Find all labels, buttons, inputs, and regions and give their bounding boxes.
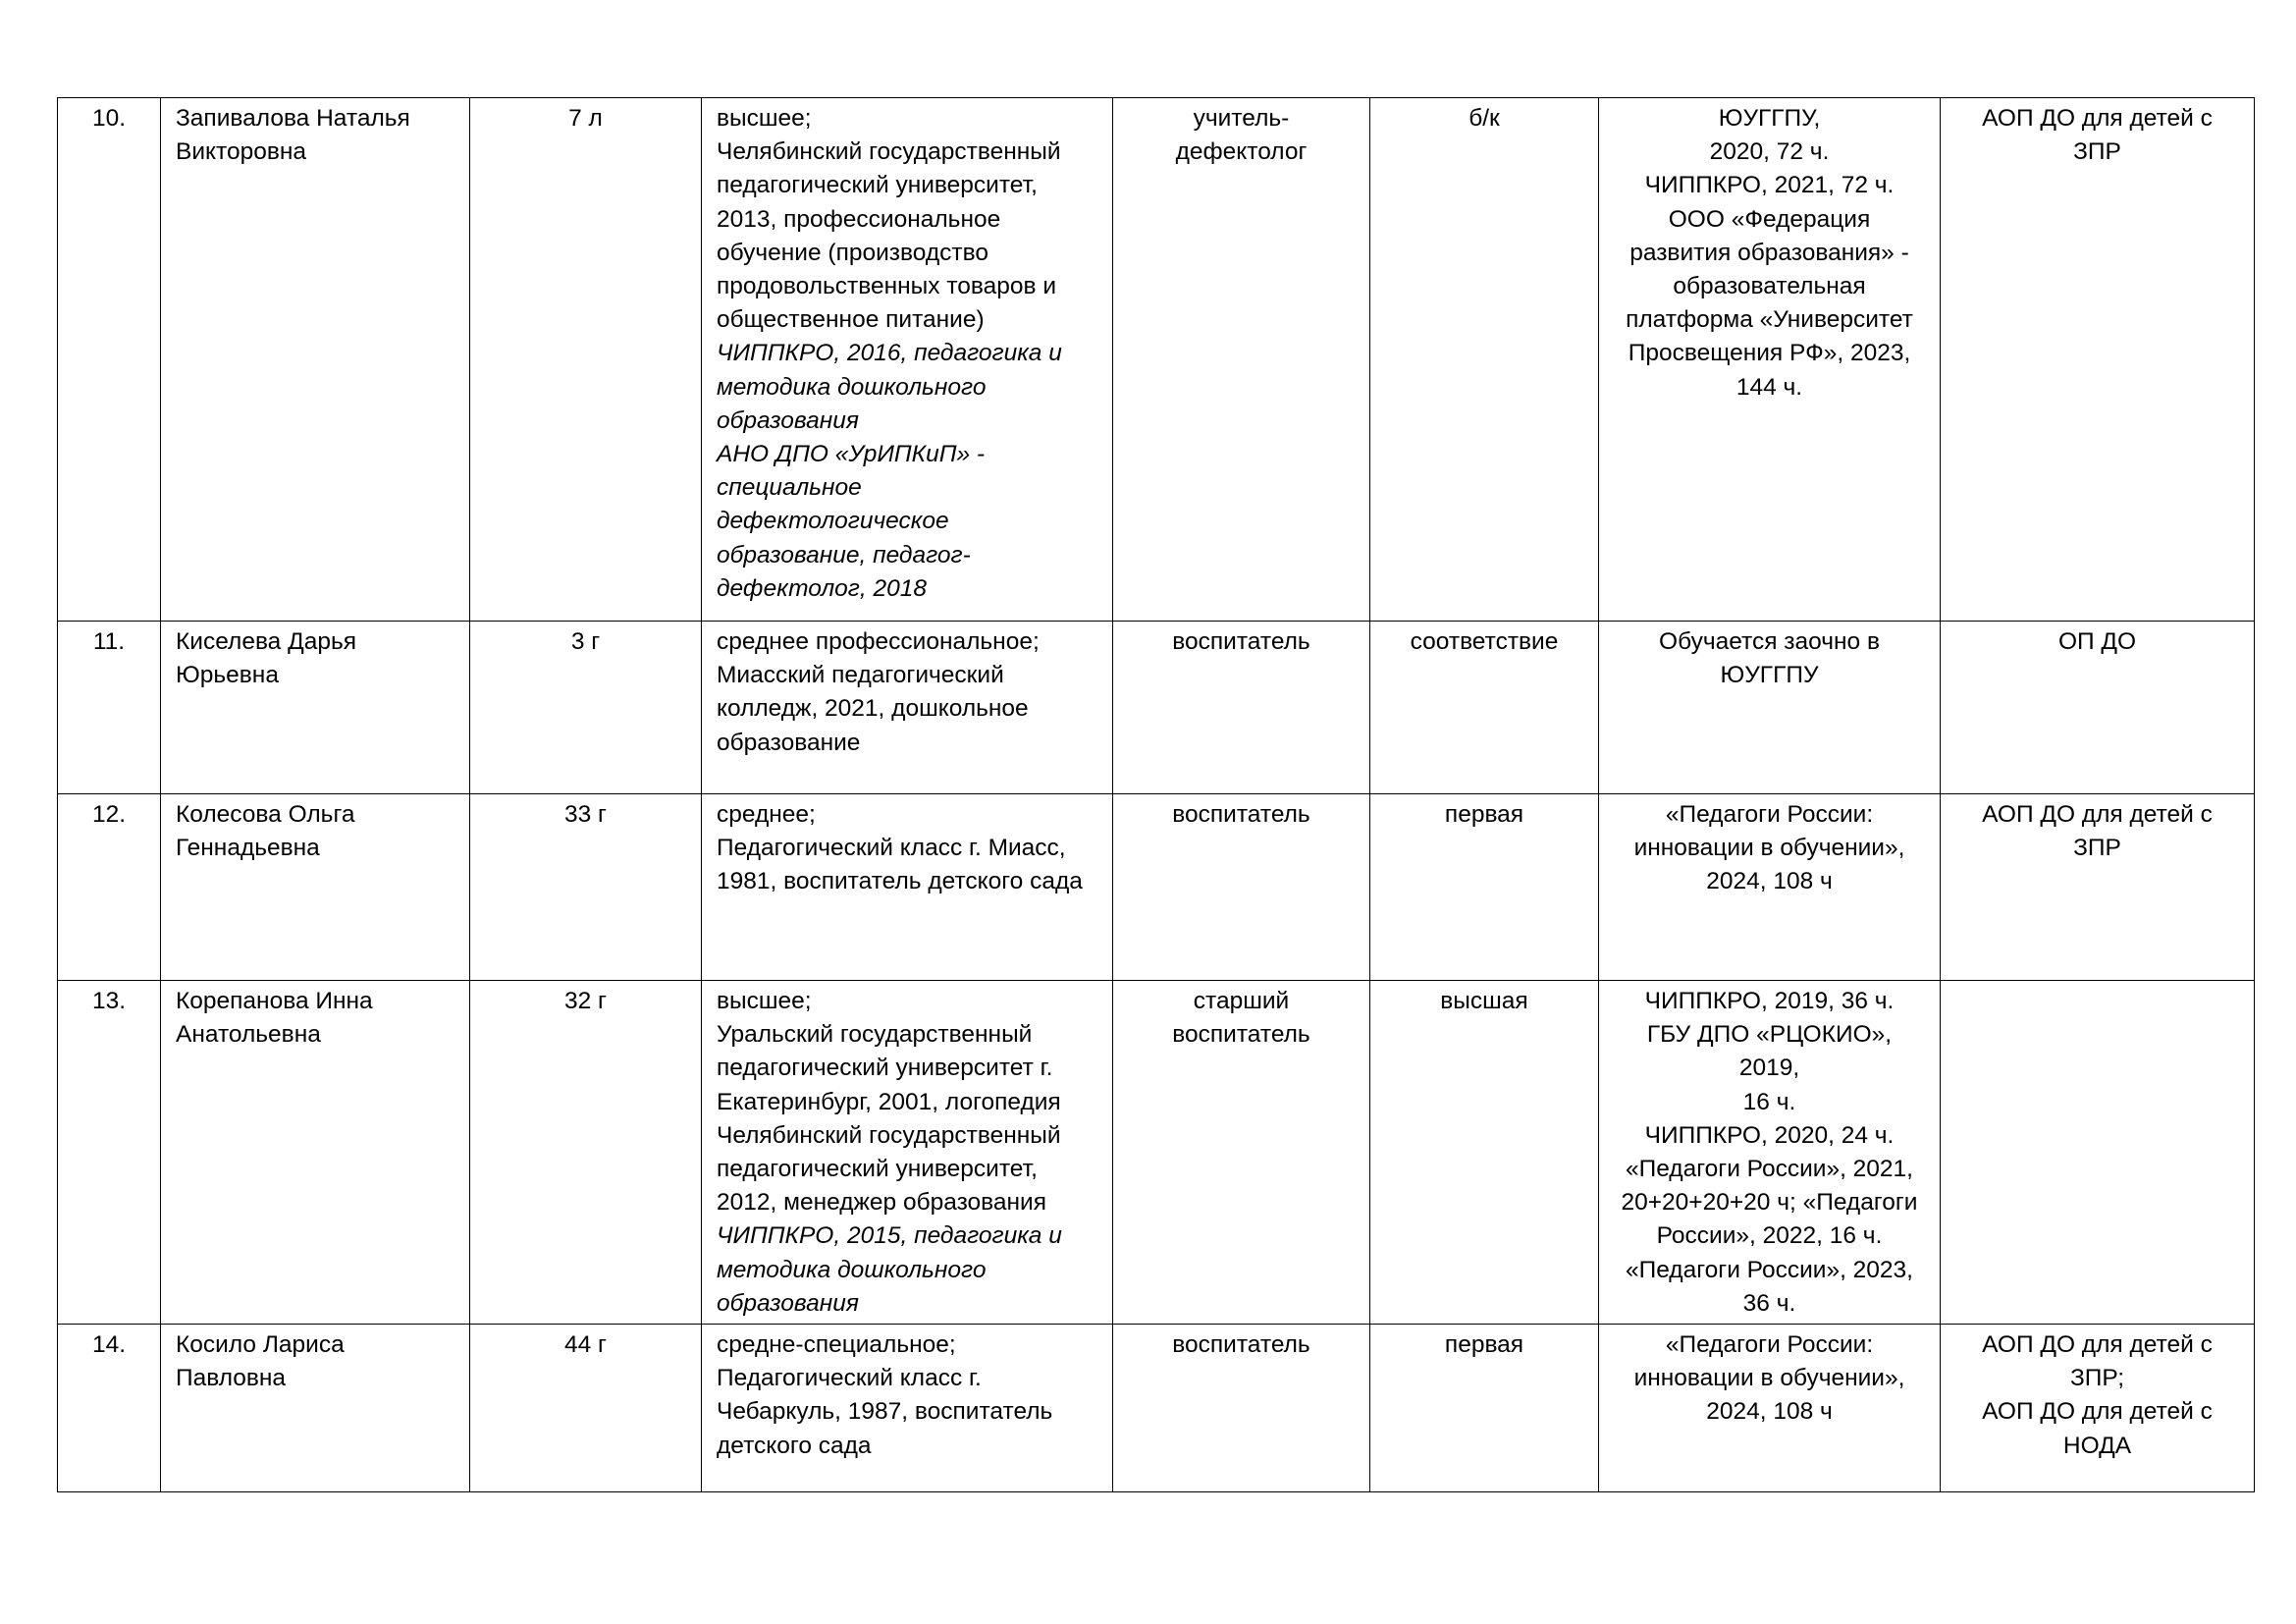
- full-name-cell: [161, 98, 470, 622]
- courses-line: 36 ч.: [1742, 1289, 1796, 1317]
- program-cell: [1941, 981, 2255, 1325]
- education-line: 2013, профессиональное: [717, 205, 1001, 233]
- courses-cell: [1599, 794, 1941, 981]
- courses-line: ЧИППКРО, 2021, 72 ч.: [1644, 172, 1895, 199]
- position-cell: [1113, 1325, 1370, 1492]
- full-name-line: Юрьевна: [176, 662, 279, 689]
- full-name-line: Викторовна: [176, 138, 307, 166]
- table-row: [58, 98, 2255, 622]
- program-line: ОП ДО: [2057, 628, 2137, 655]
- education-line: образования: [717, 1289, 859, 1317]
- table-row: [58, 622, 2255, 794]
- row-number-cell: 10.: [58, 98, 161, 622]
- courses-line: 20+20+20+20 ч; «Педагоги: [1621, 1189, 1918, 1217]
- courses-line: ООО «Федерация: [1668, 205, 1871, 233]
- experience-cell: 3 г: [470, 622, 702, 794]
- education-line: Челябинский государственный: [717, 1121, 1061, 1149]
- program-cell: [1941, 622, 2255, 794]
- table-row: [58, 981, 2255, 1325]
- full-name-line: Геннадьевна: [176, 835, 320, 862]
- position-line: старший: [1193, 988, 1290, 1014]
- education-cell: [702, 981, 1113, 1325]
- experience-cell: 33 г: [470, 794, 702, 981]
- full-name-line: Корепанова Инна: [176, 988, 373, 1014]
- courses-line: 144 ч.: [1735, 373, 1803, 401]
- document-page: [57, 97, 2254, 1492]
- education-line: продовольственных товаров и: [717, 273, 1057, 300]
- education-line: детского сада: [717, 1432, 872, 1459]
- courses-line: ЧИППКРО, 2020, 24 ч.: [1644, 1121, 1895, 1149]
- education-line: обучение (производство: [717, 239, 988, 266]
- program-line: АОП ДО для детей с: [1982, 1398, 2213, 1426]
- education-line: Челябинский государственный: [717, 138, 1061, 166]
- education-line: высшее;: [717, 105, 812, 132]
- courses-line: ЮУГГПУ: [1720, 662, 1819, 689]
- courses-line: 2024, 108 ч: [1706, 868, 1833, 895]
- education-line: общественное питание): [717, 306, 985, 334]
- program-line: АОП ДО для детей с: [1982, 801, 2213, 828]
- education-line: методика дошкольного: [717, 373, 987, 401]
- courses-line: «Педагоги России:: [1665, 1331, 1874, 1358]
- education-line: методика дошкольного: [717, 1256, 987, 1283]
- position-cell: [1113, 981, 1370, 1325]
- education-line: Чебаркуль, 1987, воспитатель: [717, 1398, 1053, 1426]
- category-cell: первая: [1370, 1325, 1599, 1492]
- position-line: дефектолог: [1175, 138, 1308, 166]
- row-number-cell: 11.: [58, 622, 161, 794]
- position-line: воспитатель: [1172, 1021, 1310, 1049]
- category-cell: соответствие: [1370, 622, 1599, 794]
- education-line: образование: [717, 729, 861, 756]
- full-name-line: Анатольевна: [176, 1021, 321, 1049]
- full-name-cell: [161, 622, 470, 794]
- position-line: воспитатель: [1172, 801, 1310, 828]
- education-line: Екатеринбург, 2001, логопедия: [717, 1088, 1061, 1115]
- position-cell: [1113, 98, 1370, 622]
- education-line: образование, педагог-: [717, 541, 971, 568]
- courses-cell: [1599, 622, 1941, 794]
- education-line: 2012, менеджер образования: [717, 1189, 1047, 1217]
- courses-line: 16 ч.: [1742, 1088, 1796, 1115]
- education-line: образования: [717, 406, 859, 434]
- education-cell: [702, 1325, 1113, 1492]
- courses-cell: [1599, 1325, 1941, 1492]
- education-line: педагогический университет,: [717, 1156, 1038, 1183]
- education-line: дефектологическое: [717, 508, 949, 535]
- full-name-line: Павловна: [176, 1365, 287, 1392]
- program-cell: [1941, 1325, 2255, 1492]
- courses-line: Обучается заочно в: [1659, 628, 1880, 655]
- staff-table-body: [58, 98, 2255, 1492]
- full-name-cell: [161, 794, 470, 981]
- row-number-cell: 13.: [58, 981, 161, 1325]
- courses-line: ГБУ ДПО «РЦОКИО», 2019,: [1646, 1021, 1893, 1082]
- category-cell: первая: [1370, 794, 1599, 981]
- position-line: учитель-: [1193, 105, 1290, 132]
- courses-line: развития образования» -: [1629, 239, 1909, 266]
- education-line: ЧИППКРО, 2016, педагогика и: [717, 340, 1062, 367]
- program-line: НОДА: [2062, 1432, 2132, 1459]
- education-line: Уральский государственный: [717, 1021, 1033, 1049]
- education-line: Миасский педагогический: [717, 662, 1004, 689]
- courses-cell: [1599, 981, 1941, 1325]
- position-line: воспитатель: [1172, 1331, 1310, 1358]
- staff-table: [57, 97, 2255, 1492]
- courses-line: «Педагоги России:: [1665, 801, 1874, 828]
- courses-line: Просвещения РФ», 2023,: [1628, 340, 1911, 367]
- program-line: ЗПР;: [2069, 1365, 2125, 1392]
- program-line: ЗПР: [2073, 138, 2121, 166]
- full-name-cell: [161, 981, 470, 1325]
- experience-cell: 44 г: [470, 1325, 702, 1492]
- full-name-line: Колесова Ольга: [176, 801, 355, 828]
- courses-cell: [1599, 98, 1941, 622]
- education-cell: [702, 794, 1113, 981]
- education-cell: [702, 98, 1113, 622]
- table-row: [58, 1325, 2255, 1492]
- category-cell: б/к: [1370, 98, 1599, 622]
- education-line: ЧИППКРО, 2015, педагогика и: [717, 1222, 1062, 1250]
- program-cell: [1941, 98, 2255, 622]
- row-number-cell: 12.: [58, 794, 161, 981]
- education-line: АНО ДПО «УрИПКиП» -: [717, 441, 986, 468]
- courses-line: инновации в обучении»,: [1633, 1365, 1905, 1392]
- position-cell: [1113, 794, 1370, 981]
- category-cell: высшая: [1370, 981, 1599, 1325]
- courses-line: «Педагоги России», 2021,: [1625, 1156, 1913, 1183]
- education-line: высшее;: [717, 988, 812, 1014]
- education-line: педагогический университет г.: [717, 1055, 1053, 1082]
- education-line: Педагогический класс г. Миасс,: [717, 835, 1066, 862]
- courses-line: ЧИППКРО, 2019, 36 ч.: [1644, 988, 1895, 1014]
- full-name-line: Косило Лариса: [176, 1331, 345, 1358]
- education-line: дефектолог, 2018: [717, 574, 927, 602]
- position-line: воспитатель: [1172, 628, 1310, 655]
- courses-line: 2024, 108 ч: [1706, 1398, 1833, 1426]
- education-line: среднее;: [717, 801, 816, 828]
- program-line: АОП ДО для детей с: [1982, 1331, 2213, 1358]
- program-line: АОП ДО для детей с: [1982, 105, 2213, 132]
- education-line: средне-специальное;: [717, 1331, 956, 1358]
- position-cell: [1113, 622, 1370, 794]
- courses-line: «Педагоги России», 2023,: [1625, 1256, 1913, 1283]
- full-name-line: Киселева Дарья: [176, 628, 356, 655]
- program-cell: [1941, 794, 2255, 981]
- row-number-cell: 14.: [58, 1325, 161, 1492]
- program-line: ЗПР: [2073, 835, 2121, 862]
- education-line: среднее профессиональное;: [717, 628, 1040, 655]
- courses-line: инновации в обучении»,: [1633, 835, 1905, 862]
- full-name-cell: [161, 1325, 470, 1492]
- experience-cell: 32 г: [470, 981, 702, 1325]
- courses-line: образовательная: [1673, 273, 1866, 300]
- education-line: Педагогический класс г.: [717, 1365, 982, 1392]
- full-name-line: Запивалова Наталья: [176, 105, 410, 132]
- courses-line: ЮУГГПУ,: [1718, 105, 1821, 132]
- education-line: 1981, воспитатель детского сада: [717, 868, 1083, 895]
- education-line: колледж, 2021, дошкольное: [717, 695, 1029, 723]
- experience-cell: 7 л: [470, 98, 702, 622]
- education-cell: [702, 622, 1113, 794]
- education-line: педагогический университет,: [717, 172, 1038, 199]
- table-row: [58, 794, 2255, 981]
- courses-line: 2020, 72 ч.: [1709, 138, 1830, 166]
- courses-line: платформа «Университет: [1626, 306, 1913, 334]
- education-line: специальное: [717, 474, 862, 502]
- courses-line: России», 2022, 16 ч.: [1656, 1222, 1883, 1250]
